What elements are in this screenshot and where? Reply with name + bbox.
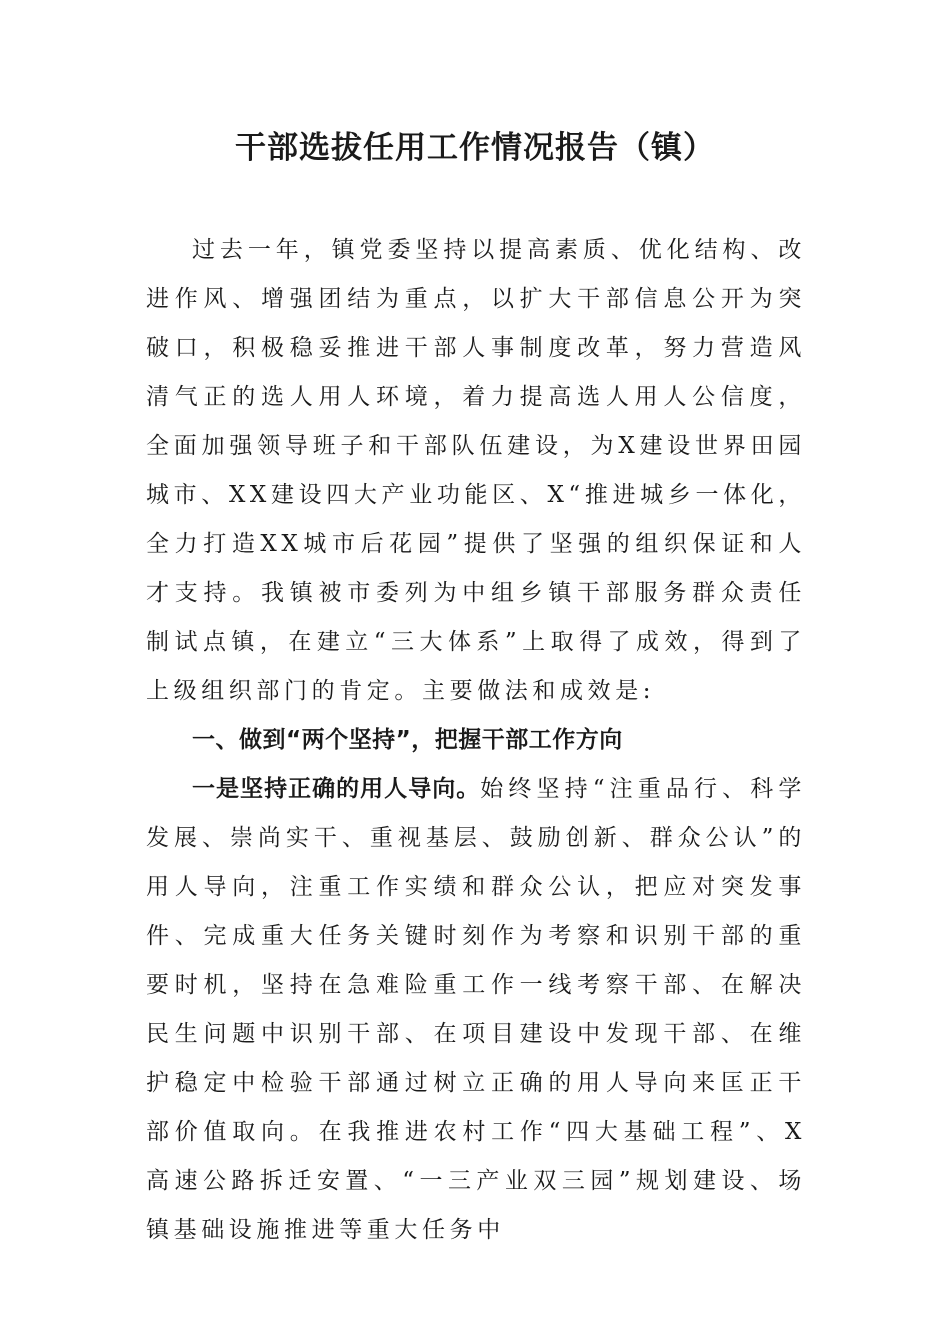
paragraph-correct-orientation (146, 765, 806, 1255)
paragraph-body-text: 始终坚持“注重品行、科学发展、崇尚实干、重视基层、鼓励创新、群众公认”的用人导向，注重工作实绩和群众公认，把应对突发事件、完成重大任务关键时刻作为考察和识别干部的重要时机，坚持在急难险重工作一线考察干部、在解决民生问题中识别干部、在项目建设中发现干部、在维护稳定中检验干部通过树立正确的用人导向来匡正干部价值取向。在我推进农村工作“四大基础工程”、X高速公路拆迁安置、“一三产业双三园”规划建设、场镇基础设施推进等重大任务中 (146, 776, 806, 1243)
paragraph-intro: 过去一年，镇党委坚持以提高素质、优化结构、改进作风、增强团结为重点，以扩大干部信息公开为突破口，积极稳妥推进干部人事制度改革，努力营造风清气正的选人用人环境，着力提高选人用人公信度，全面加强领导班子和干部队伍建设，为X建设世界田园城市、XX建设四大产业功能区、X“推进城乡一体化，全力打造XX城市后花园”提供了坚强的组织保证和人才支持。我镇被市委列为中组乡镇干部服务群众责任制试点镇，在建立“三大体系”上取得了成效，得到了上级组织部门的肯定。主要做法和成效是: (146, 237, 806, 704)
paragraph-lead-text: 一是坚持正确的用人导向。 (192, 776, 481, 802)
document-title: 干部选拔任用工作情况报告（镇） (235, 130, 715, 166)
document-body (146, 226, 806, 1255)
section-heading-1: 一、做到“两个坚持”，把握干部工作方向 (192, 727, 623, 753)
